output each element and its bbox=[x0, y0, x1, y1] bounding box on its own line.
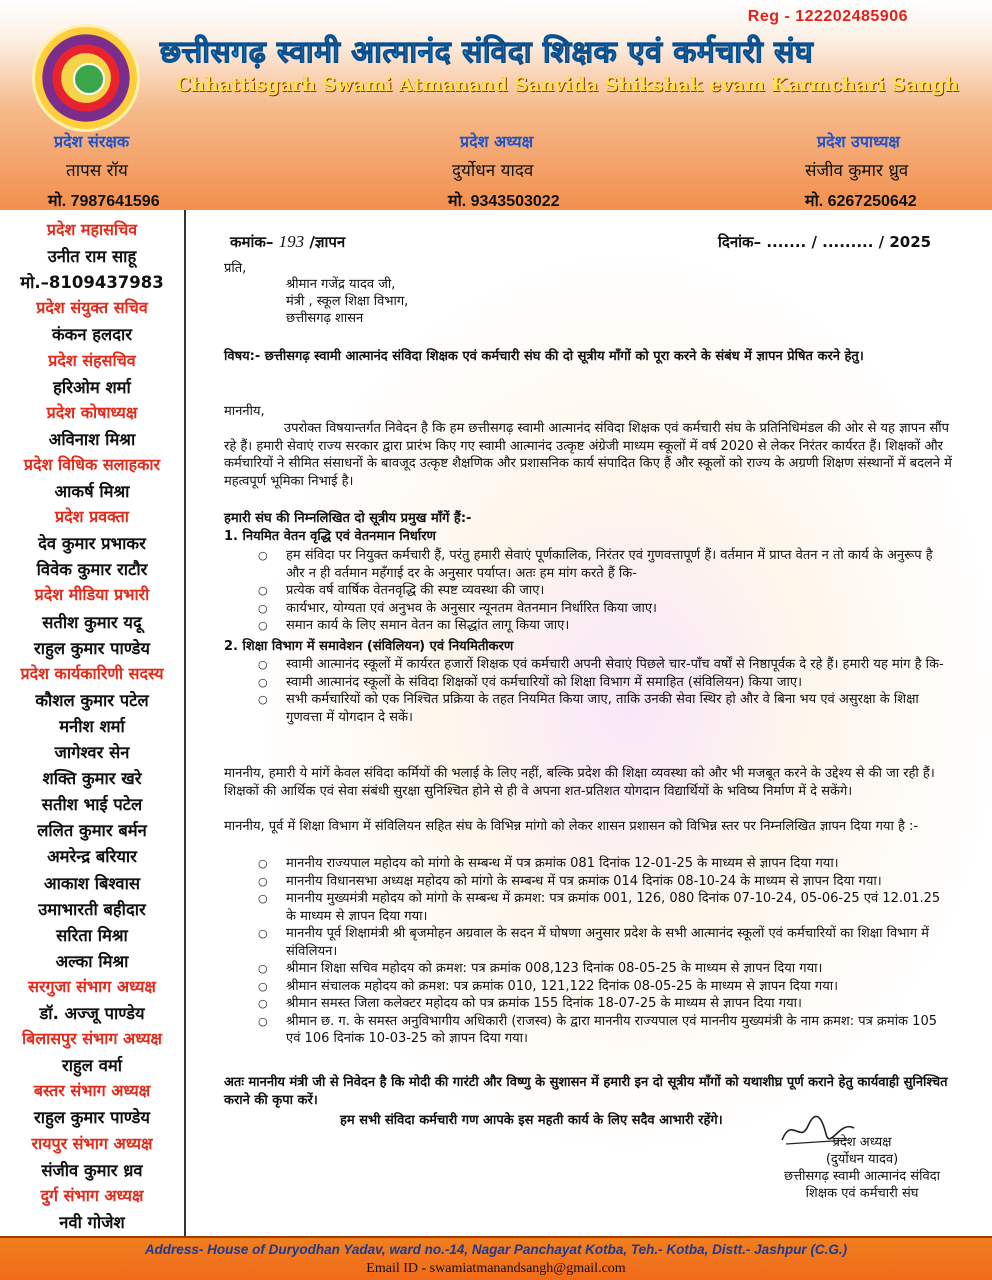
sidebar-member-name: मनीश शर्मा bbox=[59, 716, 125, 736]
footer-address: Address- House of Duryodhan Yadav, ward no.-14, Nagar Panchayat Kotba, Teh.- Kotba, Distt.- Jashpur (C.G.) bbox=[144, 1242, 848, 1257]
sidebar-role-heading: प्रदेश मीडिया प्रभारी bbox=[34, 585, 150, 605]
demand1-list bbox=[286, 547, 954, 635]
official-role: प्रदेश संरक्षक bbox=[54, 132, 130, 151]
intro-paragraph: उपरोक्त विषयान्तर्गत निवेदन है कि हम छत्तीसगढ़ स्वामी आत्मानंद संविदा शिक्षक एवं कर्मचारी संघ के प्रतिनिधिमंडल की ओर से यह ज्ञापन सौंप रहे हैं। हमारी सेवाएं राज्य सरकार द्वारा प्रारंभ किए गए स्वामी आत्मानंद उत्कृष्ट अंग्रेजी माध्यम स्कूलों में वर्ष 2020 से लेकर निरंतर कार्यरत हैं। शिक्षकों और कर्मचारियों ने सीमित संसाधनों के बावजूद उत्कृष्ट शैक्षणिक और प्रशासनिक कार्य संपादित किए हैं और स्कूलों को राज्य के अग्रणी शिक्षण संस्थानों में बदलने में महत्वपूर्ण भूमिका निभाई है। bbox=[224, 421, 952, 489]
closing-request: अतः माननीय मंत्री जी से निवेदन है कि मोदी की गारंटी और विष्णु के सुशासन में हमारी इन दो सूत्रीय माँगों को यथाशीघ्र पूर्ण कराने हेतु कार्यवाही सुनिश्चित कराने की कृपा करें। bbox=[224, 1075, 948, 1108]
ref-suffix: /ज्ञापन bbox=[309, 233, 346, 251]
sidebar-member-name: नवी गोजेश bbox=[59, 1212, 125, 1232]
recipient-prefix: प्रति, bbox=[224, 261, 247, 276]
sidebar-role-heading: प्रदेश कार्यकारिणी सदस्य bbox=[20, 663, 164, 683]
office-bearers-sidebar bbox=[0, 210, 186, 1236]
list-item: ○ माननीय राज्यपाल महोदय को मांगो के सम्बन्ध में पत्र क्रमांक 081 दिनांक 12-01-25 के माध्यम से ज्ञापन दिया गया। bbox=[286, 855, 954, 873]
sidebar-member-name: राहुल कुमार पाण्डेय bbox=[34, 1108, 150, 1128]
demand2-list bbox=[286, 656, 954, 726]
signer-org-line-2: शिक्षक एवं कर्मचारी संघ bbox=[805, 1186, 919, 1201]
sidebar-member-name: आकाश बिश्वास bbox=[43, 873, 141, 893]
official-name: संजीव कुमार ध्रुव bbox=[805, 161, 909, 181]
list-item: ○ कार्यभार, योग्यता एवं अनुभव के अनुसार न्यूनतम वेतनमान निर्धारित किया जाए। bbox=[286, 600, 954, 618]
sidebar-member-name: शक्ति कुमार खरे bbox=[42, 769, 142, 789]
subject-line: विषय:- छत्तीसगढ़ स्वामी आत्मानंद संविदा शिक्षक एवं कर्मचारी संघ की दो सूत्रीय माँगों को पूरा करने के संबंध में ज्ञापन प्रेषित करने हेतु। bbox=[224, 349, 864, 364]
list-item: ○ श्रीमान शिक्षा सचिव महोदय को क्रमश: पत्र क्रमांक 008,123 दिनांक 08-05-25 के माध्यम से ज्ञापन दिया गया। bbox=[286, 960, 954, 978]
list-item: ○ स्वामी आत्मानंद स्कूलों में कार्यरत हजारों शिक्षक एवं कर्मचारी अपनी सेवाएं पिछले चार-पाँच वर्षों से निष्ठापूर्वक दे रहे हैं। हमारी यह मांग है कि- bbox=[286, 656, 954, 674]
sidebar-member-name: उमाभारती बहीदार bbox=[38, 899, 146, 919]
sidebar-member-name: जागेश्वर सेन bbox=[54, 743, 130, 762]
reference-number bbox=[230, 232, 345, 252]
list-item: ○ समान कार्य के लिए समान वेतन का सिद्धांत लागू किया जाए। bbox=[286, 617, 954, 635]
memo-list bbox=[286, 855, 954, 1048]
signer-org-line-1: छत्तीसगढ़ स्वामी आत्मानंद संविदा bbox=[784, 1169, 940, 1184]
official-patron bbox=[48, 130, 278, 211]
thanks-line: हम सभी संविदा कर्मचारी गण आपके इस महती कार्य के लिए सदैव आभारी रहेंगे। bbox=[340, 1113, 723, 1128]
letter-body bbox=[190, 210, 990, 1236]
signer-role: प्रदेश अध्यक्ष bbox=[832, 1135, 892, 1150]
sidebar-role-heading: प्रदेश विधिक सलाहकार bbox=[23, 454, 161, 474]
list-item: ○ प्रत्येक वर्ष वार्षिक वेतनवृद्धि की स्पष्ट व्यवस्था की जाए। bbox=[286, 582, 954, 600]
sidebar-role-heading: रायपुर संभाग अध्यक्ष bbox=[31, 1133, 153, 1153]
sidebar-member-name: राहुल कुमार पाण्डेय bbox=[34, 638, 150, 658]
list-item: ○ माननीय विधानसभा अध्यक्ष महोदय को मांगो के सम्बन्ध में पत्र क्रमांक 014 दिनांक 08-10-24 के माध्यम से ज्ञापन दिया गया। bbox=[286, 873, 954, 891]
sidebar-role-heading: बस्तर संभाग अध्यक्ष bbox=[33, 1081, 151, 1101]
ref-number-value: 193 bbox=[278, 232, 305, 251]
list-item: ○ सभी कर्मचारियों को एक निश्चित प्रक्रिया के तहत नियमित किया जाए, ताकि उनकी सेवा स्थिर हो और वे बिना भय एवं असुरक्षा के शिक्षा गुणवत्ता में योगदान दे सकें। bbox=[286, 691, 954, 726]
demand2-title: 2. शिक्षा विभाग में समावेशन (संविलियन) एवं नियमितीकरण bbox=[224, 639, 514, 654]
sidebar-member-name: देव कुमार प्रभाकर bbox=[38, 534, 146, 554]
official-president bbox=[448, 130, 678, 211]
sidebar-member-name: राहुल वर्मा bbox=[61, 1056, 123, 1076]
sidebar-role-heading: प्रदेश कोषाध्यक्ष bbox=[46, 402, 138, 422]
letter-date bbox=[718, 232, 931, 252]
date-value: ....... / ......... / 2025 bbox=[766, 233, 932, 251]
sidebar-member-name: हरिओम शर्मा bbox=[53, 377, 131, 397]
sidebar-member-name: अमरेन्द्र बरियार bbox=[47, 847, 137, 867]
official-name: तापस रॉय bbox=[66, 161, 128, 181]
sidebar-role-heading: सरगुजा संभाग अध्यक्ष bbox=[28, 976, 156, 996]
list-item: ○ श्रीमान छ. ग. के समस्त अनुविभागीय अधिकारी (राजस्व) के द्वारा माननीय राज्यपाल एवं माननीय मुख्यमंत्री के नाम क्रमश: पत्र क्रमांक 105 एवं 106 दिनांक 10-03-25 को ज्ञापन दिया गया। bbox=[286, 1013, 954, 1048]
paragraph-3: माननीय, पूर्व में शिक्षा विभाग में संविलियन सहित संघ के विभिन्न मांगो को लेकर शासन प्रशासन को विभिन्न स्तर पर निम्नलिखित ज्ञापन दिया गया है :- bbox=[224, 819, 919, 834]
list-item: ○ श्रीमान संचालक महोदय को क्रमश: पत्र क्रमांक 010, 121,122 दिनांक 08-05-25 के माध्यम से ज्ञापन दिया गया। bbox=[286, 978, 954, 996]
footer bbox=[0, 1236, 992, 1280]
address-line: छत्तीसगढ़ शासन bbox=[286, 311, 364, 326]
official-mobile: मो. 9343503022 bbox=[448, 193, 560, 210]
sidebar-member-name: विवेक कुमार राटौर bbox=[36, 560, 148, 580]
org-title-hindi: छत्तीसगढ़ स्वामी आत्मानंद संविदा शिक्षक एवं कर्मचारी संघ bbox=[160, 35, 814, 70]
sidebar-role-heading: दुर्ग संभाग अध्यक्ष bbox=[40, 1185, 144, 1205]
sidebar-member-name: उनीत राम साहू bbox=[47, 247, 137, 267]
list-item: ○ स्वामी आत्मानंद स्कूलों के संविदा शिक्षकों एवं कर्मचारियों को शिक्षा विभाग में समाहित (संविलियन) किया जाए। bbox=[286, 674, 954, 692]
date-label: दिनांक– bbox=[718, 233, 762, 251]
sidebar-member-name: डॉ. अज्जू पाण्डेय bbox=[39, 1004, 145, 1023]
letterhead bbox=[0, 0, 992, 210]
official-mobile: मो. 6267250642 bbox=[805, 193, 917, 210]
address-line: मंत्री , स्कूल शिक्षा विभाग, bbox=[286, 294, 409, 309]
list-item: ○ श्रीमान समस्त जिला कलेक्टर महोदय को पत्र क्रमांक 155 दिनांक 18-07-25 के माध्यम से ज्ञापन दिया गया। bbox=[286, 995, 954, 1013]
sidebar-member-name: आकर्ष मिश्रा bbox=[54, 482, 130, 501]
demand1-title: 1. नियमित वेतन वृद्धि एवं वेतनमान निर्धारण bbox=[224, 529, 436, 544]
union-logo-icon bbox=[32, 24, 140, 132]
sidebar-role-heading: प्रदेश महासचिव bbox=[46, 220, 138, 239]
sidebar-member-name: सतीश कुमार यदू bbox=[42, 612, 142, 632]
sidebar-member-name: मो.–8109437983 bbox=[20, 273, 164, 293]
official-role: प्रदेश उपाध्यक्ष bbox=[817, 132, 900, 151]
sidebar-member-name: अल्का मिश्रा bbox=[55, 951, 129, 971]
sidebar-role-heading: प्रदेश प्रवक्ता bbox=[55, 507, 129, 527]
footer-email: Email ID - swamiatmanandsangh@gmail.com bbox=[366, 1261, 626, 1276]
address-line: श्रीमान गजेंद्र यादव जी, bbox=[286, 277, 396, 292]
official-role: प्रदेश अध्यक्ष bbox=[460, 132, 534, 151]
salutation: माननीय, bbox=[224, 404, 265, 419]
list-item: ○ हम संविदा पर नियुक्त कर्मचारी हैं, परंतु हमारी सेवाएं पूर्णकालिक, निरंतर एवं गुणवत्तापूर्ण हैं। वर्तमान में प्राप्त वेतन न तो कार्य के अनुरूप है और न ही वर्तमान महँगाई दर के अनुसार पर्याप्त। अतः हम मांग करते हैं कि- bbox=[286, 547, 954, 582]
official-name: दुर्योधन यादव bbox=[452, 161, 534, 181]
list-item: ○ माननीय मुख्यमंत्री महोदय को मांगो के सम्बन्ध में क्रमश: पत्र क्रमांक 001, 126, 080 दिनांक 07-10-24, 05-06-25 एवं 12.01.25 के माध्यम से ज्ञापन दिया गया। bbox=[286, 890, 954, 925]
signature-block bbox=[762, 1134, 962, 1202]
recipient-address bbox=[286, 276, 408, 327]
demands-heading: हमारी संघ की निम्नलिखित दो सूत्रीय प्रमुख माँगें हैं:- bbox=[224, 511, 472, 526]
sidebar-role-heading: बिलासपुर संभाग अध्यक्ष bbox=[21, 1029, 163, 1049]
paragraph-2: माननीय, हमारी ये मांगें केवल संविदा कर्मियों की भलाई के लिए नहीं, बल्कि प्रदेश की शिक्षा व्यवस्था को और भी मजबूत करने के उद्देश्य से की जा रही हैं। शिक्षकों की आर्थिक एवं सेवा संबंधी सुरक्षा सुनिश्चित होने से ही वे अपना शत-प्रतिशत योगदान विद्यार्थियों के भविष्य निर्माण में दे सकेंगे। bbox=[224, 766, 935, 799]
list-item: ○ माननीय पूर्व शिक्षामंत्री श्री बृजमोहन अग्रवाल के सदन में घोषणा अनुसार प्रदेश के सभी आत्मानंद स्कूलों एवं कर्मचारियों का शिक्षा विभाग में संविलियन। bbox=[286, 925, 954, 960]
official-mobile: मो. 7987641596 bbox=[48, 193, 160, 210]
sidebar-member-name: सरिता मिश्रा bbox=[56, 925, 128, 945]
sidebar-member-name: अविनाश मिश्रा bbox=[48, 429, 136, 449]
ref-label: कमांक– bbox=[230, 233, 274, 251]
sidebar-member-name: ललित कुमार बर्मन bbox=[37, 821, 147, 841]
sidebar-member-name: कंकन हलदार bbox=[52, 325, 132, 345]
sidebar-role-heading: प्रदेश संयुक्त सचिव bbox=[36, 298, 148, 318]
sidebar-member-name: सतीश भाई पटेल bbox=[41, 795, 143, 815]
official-vice-president bbox=[805, 130, 992, 211]
sidebar-role-heading: प्रदेश संहसचिव bbox=[48, 350, 136, 370]
sidebar-member-name: संजीव कुमार ध्रव bbox=[41, 1160, 143, 1180]
sidebar-member-name: कौशल कुमार पटेल bbox=[35, 690, 149, 710]
signer-name: (दुर्योधन यादव) bbox=[825, 1152, 899, 1167]
org-title-english: Chhattisgarh Swami Atmanand Sanvida Shikshak evam Karmchari Sangh bbox=[176, 74, 959, 96]
registration-number: Reg - 122202485906 bbox=[747, 8, 908, 25]
